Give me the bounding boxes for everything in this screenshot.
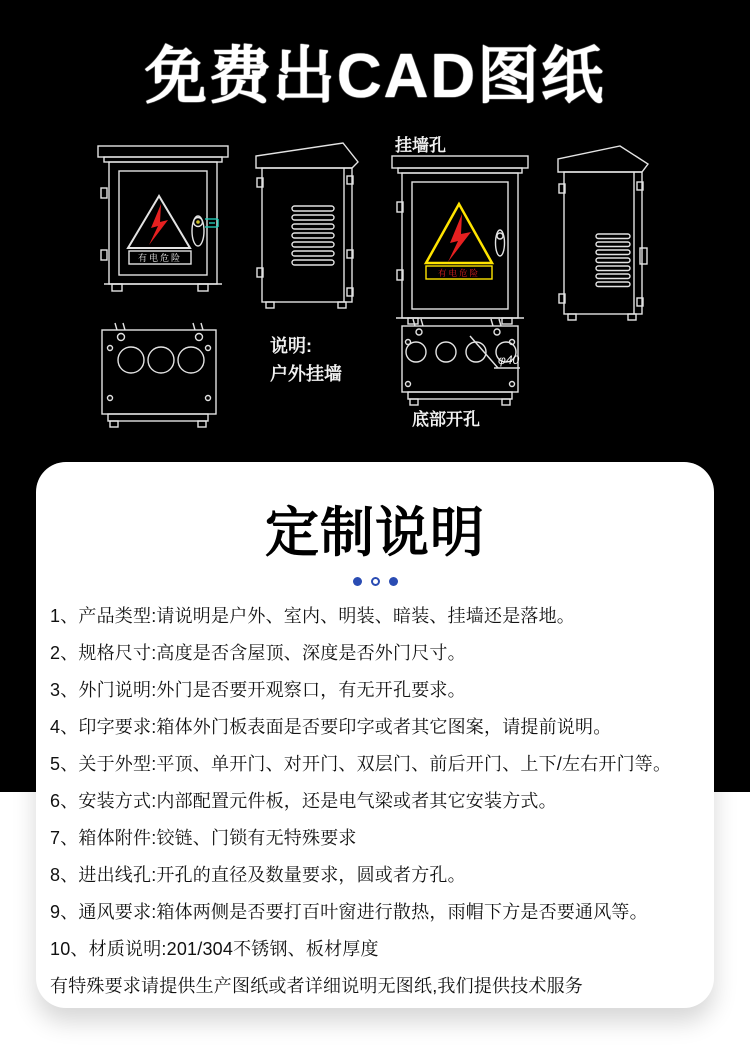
page-title: 免费出CAD图纸 [144, 42, 606, 111]
footer-note: 有特殊要求请提供生产图纸或者详细说明无图纸,我们提供技术服务 [50, 976, 583, 996]
list-item: 8、进出线孔:开孔的直径及数量要求，圆或者方孔。 [50, 865, 466, 885]
list-item: 2、规格尺寸:高度是否含屋顶、深度是否外门尺寸。 [50, 643, 466, 663]
list-item: 5、关于外型:平顶、单开门、对开门、双层门、前后开门、上下/左右开门等。 [50, 754, 672, 774]
cad-front-view-right [392, 135, 528, 324]
handle-dot-icon [196, 220, 200, 224]
carousel-dot [389, 577, 398, 586]
list-item: 4、印字要求:箱体外门板表面是否要印字或者其它图案，请提前说明。 [50, 717, 612, 737]
note-line2: 户外挂墙 [270, 364, 342, 384]
customization-card [36, 462, 714, 1008]
louver-vents-icon [596, 234, 630, 287]
cad-front-view-left [98, 146, 228, 291]
list-item: 3、外门说明:外门是否要开观察口，有无开孔要求。 [50, 680, 466, 700]
list-item: 7、箱体附件:铰链、门锁有无特殊要求 [50, 828, 357, 848]
cad-note [270, 335, 342, 384]
note-line1: 说明: [270, 336, 312, 356]
carousel-dots [44, 577, 706, 586]
cad-bottom-view-left [102, 323, 216, 427]
warning-label: 有电危险 [437, 268, 481, 278]
wall-hole-label: 挂墙孔 [395, 136, 446, 155]
carousel-dot [371, 577, 380, 586]
warning-label: 有电危险 [137, 253, 183, 263]
louver-vents-icon [292, 206, 334, 265]
list-item: 1、产品类型:请说明是户外、室内、明装、暗装、挂墙还是落地。 [50, 606, 576, 626]
cad-side-view-right [558, 146, 648, 320]
carousel-dot [353, 577, 362, 586]
instruction-list [44, 598, 706, 968]
cad-bottom-view-right [402, 319, 520, 429]
bottom-hole-label: 底部开孔 [412, 410, 480, 429]
card-title: 定制说明 [265, 503, 485, 563]
list-item: 10、材质说明:201/304不锈钢、板材厚度 [50, 939, 379, 959]
list-item: 9、通风要求:箱体两侧是否要打百叶窗进行散热，雨帽下方是否要通风等。 [50, 902, 648, 922]
lightning-bolt-icon [149, 204, 168, 245]
hole-diameter-label: φ40 [498, 353, 520, 367]
list-item: 6、安装方式:内部配置元件板，还是电气梁或者其它安装方式。 [50, 791, 557, 811]
cad-drawings [0, 0, 750, 462]
cad-side-view-left [256, 143, 358, 308]
